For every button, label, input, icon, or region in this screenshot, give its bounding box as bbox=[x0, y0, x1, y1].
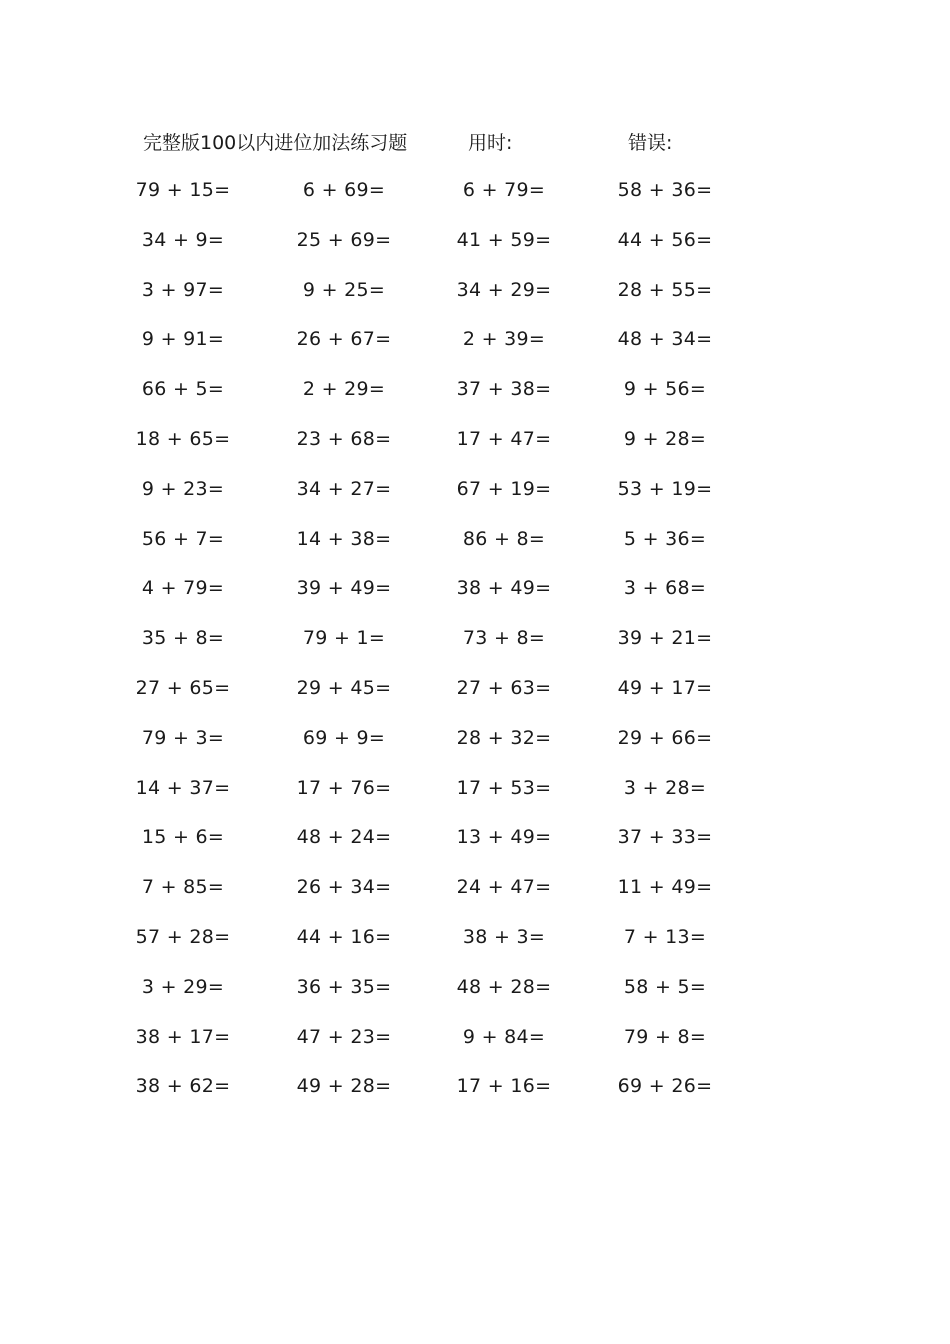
problem-row bbox=[0, 1022, 950, 1072]
time-taken-label: 用时: bbox=[468, 132, 513, 154]
addition-problem: 44 + 56= bbox=[617, 228, 713, 251]
addition-problem: 29 + 66= bbox=[617, 726, 713, 749]
addition-problem: 38 + 49= bbox=[456, 577, 552, 600]
addition-problem: 15 + 6= bbox=[141, 826, 225, 849]
addition-problem: 18 + 65= bbox=[135, 427, 231, 450]
addition-problem: 34 + 9= bbox=[141, 228, 225, 251]
addition-problem: 58 + 36= bbox=[617, 179, 713, 201]
problem-row bbox=[0, 773, 950, 823]
addition-problem: 69 + 26= bbox=[617, 1075, 713, 1098]
addition-problem: 17 + 76= bbox=[296, 776, 392, 799]
problem-row bbox=[0, 673, 950, 723]
addition-problem: 27 + 65= bbox=[135, 676, 231, 699]
addition-problem: 3 + 68= bbox=[623, 577, 707, 600]
problem-row bbox=[0, 623, 950, 673]
addition-problem: 79 + 3= bbox=[141, 726, 225, 749]
addition-problem: 48 + 28= bbox=[456, 975, 552, 998]
addition-problem: 13 + 49= bbox=[456, 826, 552, 849]
problem-row bbox=[0, 474, 950, 524]
addition-problem: 66 + 5= bbox=[141, 378, 225, 401]
addition-problem: 79 + 8= bbox=[623, 1025, 707, 1048]
addition-problem: 35 + 8= bbox=[141, 627, 225, 650]
addition-problem: 38 + 3= bbox=[462, 925, 546, 948]
problem-row bbox=[0, 324, 950, 374]
addition-problem: 58 + 5= bbox=[623, 975, 707, 998]
problem-row bbox=[0, 822, 950, 872]
addition-problem: 17 + 47= bbox=[456, 427, 552, 450]
addition-problem: 14 + 38= bbox=[296, 527, 392, 550]
worksheet-header bbox=[0, 128, 950, 158]
addition-problem: 67 + 19= bbox=[456, 477, 552, 500]
addition-problem: 47 + 23= bbox=[296, 1025, 392, 1048]
problem-row bbox=[0, 225, 950, 275]
addition-problem: 41 + 59= bbox=[456, 228, 552, 251]
addition-problem: 5 + 36= bbox=[623, 527, 707, 550]
addition-problem: 4 + 79= bbox=[141, 577, 225, 600]
addition-problem: 11 + 49= bbox=[617, 876, 713, 899]
addition-problem: 9 + 23= bbox=[141, 477, 225, 500]
addition-problem: 7 + 13= bbox=[623, 925, 707, 948]
addition-problem: 38 + 17= bbox=[135, 1025, 231, 1048]
problem-row bbox=[0, 424, 950, 474]
addition-problem: 7 + 85= bbox=[141, 876, 225, 899]
addition-problem: 27 + 63= bbox=[456, 676, 552, 699]
problem-row bbox=[0, 1071, 950, 1121]
addition-problem: 57 + 28= bbox=[135, 925, 231, 948]
addition-problem: 9 + 56= bbox=[623, 378, 707, 401]
addition-problem: 6 + 79= bbox=[462, 179, 546, 201]
problem-row bbox=[0, 175, 950, 225]
addition-problem: 79 + 1= bbox=[302, 627, 386, 650]
addition-problem: 44 + 16= bbox=[296, 925, 392, 948]
addition-problem: 26 + 34= bbox=[296, 876, 392, 899]
addition-problem: 38 + 62= bbox=[135, 1075, 231, 1098]
problem-grid bbox=[0, 175, 950, 1121]
addition-problem: 39 + 21= bbox=[617, 627, 713, 650]
problem-row bbox=[0, 374, 950, 424]
addition-problem: 86 + 8= bbox=[462, 527, 546, 550]
addition-problem: 25 + 69= bbox=[296, 228, 392, 251]
addition-problem: 14 + 37= bbox=[135, 776, 231, 799]
addition-problem: 2 + 39= bbox=[462, 328, 546, 351]
problem-row bbox=[0, 524, 950, 574]
addition-problem: 48 + 24= bbox=[296, 826, 392, 849]
addition-problem: 9 + 28= bbox=[623, 427, 707, 450]
addition-problem: 23 + 68= bbox=[296, 427, 392, 450]
addition-problem: 3 + 97= bbox=[141, 278, 225, 301]
problem-row bbox=[0, 723, 950, 773]
addition-problem: 49 + 17= bbox=[617, 676, 713, 699]
addition-problem: 17 + 53= bbox=[456, 776, 552, 799]
addition-problem: 3 + 28= bbox=[623, 776, 707, 799]
addition-problem: 2 + 29= bbox=[302, 378, 386, 401]
addition-problem: 3 + 29= bbox=[141, 975, 225, 998]
addition-problem: 9 + 25= bbox=[302, 278, 386, 301]
addition-problem: 79 + 15= bbox=[135, 179, 231, 201]
addition-problem: 28 + 32= bbox=[456, 726, 552, 749]
addition-problem: 69 + 9= bbox=[302, 726, 386, 749]
problem-row bbox=[0, 872, 950, 922]
errors-label: 错误: bbox=[628, 132, 673, 154]
addition-problem: 26 + 67= bbox=[296, 328, 392, 351]
problem-row bbox=[0, 972, 950, 1022]
addition-problem: 37 + 38= bbox=[456, 378, 552, 401]
addition-problem: 6 + 69= bbox=[302, 179, 386, 201]
addition-problem: 73 + 8= bbox=[462, 627, 546, 650]
addition-problem: 49 + 28= bbox=[296, 1075, 392, 1098]
worksheet-title: 完整版100以内进位加法练习题 bbox=[143, 132, 408, 154]
addition-problem: 56 + 7= bbox=[141, 527, 225, 550]
addition-problem: 9 + 84= bbox=[462, 1025, 546, 1048]
problem-row bbox=[0, 573, 950, 623]
addition-problem: 37 + 33= bbox=[617, 826, 713, 849]
addition-problem: 36 + 35= bbox=[296, 975, 392, 998]
addition-problem: 48 + 34= bbox=[617, 328, 713, 351]
addition-problem: 39 + 49= bbox=[296, 577, 392, 600]
addition-problem: 9 + 91= bbox=[141, 328, 225, 351]
problem-row bbox=[0, 275, 950, 325]
addition-problem: 53 + 19= bbox=[617, 477, 713, 500]
addition-problem: 17 + 16= bbox=[456, 1075, 552, 1098]
problem-row bbox=[0, 922, 950, 972]
addition-problem: 34 + 27= bbox=[296, 477, 392, 500]
addition-problem: 24 + 47= bbox=[456, 876, 552, 899]
addition-problem: 34 + 29= bbox=[456, 278, 552, 301]
addition-problem: 28 + 55= bbox=[617, 278, 713, 301]
addition-problem: 29 + 45= bbox=[296, 676, 392, 699]
